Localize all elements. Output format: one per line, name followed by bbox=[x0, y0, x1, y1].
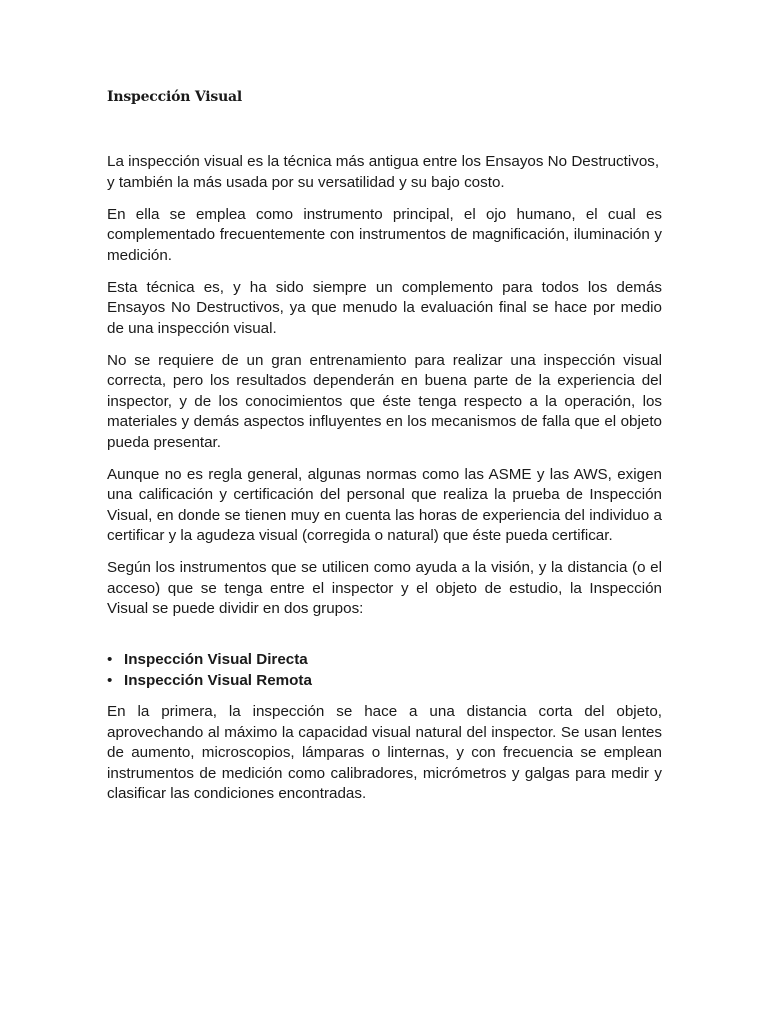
paragraph: En ella se emplea como instrumento principal, el ojo humano, el cual es complementado frecuentemente con instrumentos de magnificación, iluminación y medición. bbox=[107, 205, 662, 264]
paragraph: No se requiere de un gran entrenamiento para realizar una inspección visual correcta, pero los resultados dependerán en buena parte de la experiencia del inspector, y de los conocimientos que éste tenga respecto a la operación, los materiales y demás aspectos influyentes en los mecanismos de falla que el objeto pueda presentar. bbox=[107, 351, 662, 451]
document-title: Inspección Visual bbox=[107, 89, 243, 105]
bullet-list bbox=[107, 631, 662, 691]
document-body bbox=[107, 152, 662, 816]
paragraph: Aunque no es regla general, algunas normas como las ASME y las AWS, exigen una calificación y certificación del personal que realiza la prueba de Inspección Visual, en donde se tienen muy en cuenta las horas de experiencia del individuo a certificar y la agudeza visual (corregida o natural) que éste pueda certificar. bbox=[107, 465, 662, 544]
list-item bbox=[107, 671, 662, 692]
paragraph: La inspección visual es la técnica más antigua entre los Ensayos No Destructivos, y también la más usada por su versatilidad y su bajo costo. bbox=[107, 153, 660, 191]
paragraph: En la primera, la inspección se hace a una distancia corta del objeto, aprovechando al máximo la capacidad visual natural del inspector. Se usan lentes de aumento, microscopios, lámparas o linternas, y con frecuencia se emplean instrumentos de medición como calibradores, micrómetros y galgas para medir y clasificar las condiciones encontradas. bbox=[107, 703, 662, 802]
list-item bbox=[107, 650, 662, 671]
list-item-label: Inspección Visual Directa bbox=[124, 651, 308, 668]
list-item-label: Inspección Visual Remota bbox=[124, 671, 312, 689]
paragraph: Según los instrumentos que se utilicen como ayuda a la visión, y la distancia (o el acceso) que se tenga entre el inspector y el objeto de estudio, la Inspección Visual se puede dividir en dos grupos: bbox=[107, 559, 662, 617]
bullet-icon: • bbox=[107, 671, 113, 689]
bullet-icon: • bbox=[107, 651, 113, 668]
paragraph: Esta técnica es, y ha sido siempre un complemento para todos los demás Ensayos No Destructivos, ya que menudo la evaluación final se hace por medio de una inspección visual. bbox=[107, 278, 662, 337]
